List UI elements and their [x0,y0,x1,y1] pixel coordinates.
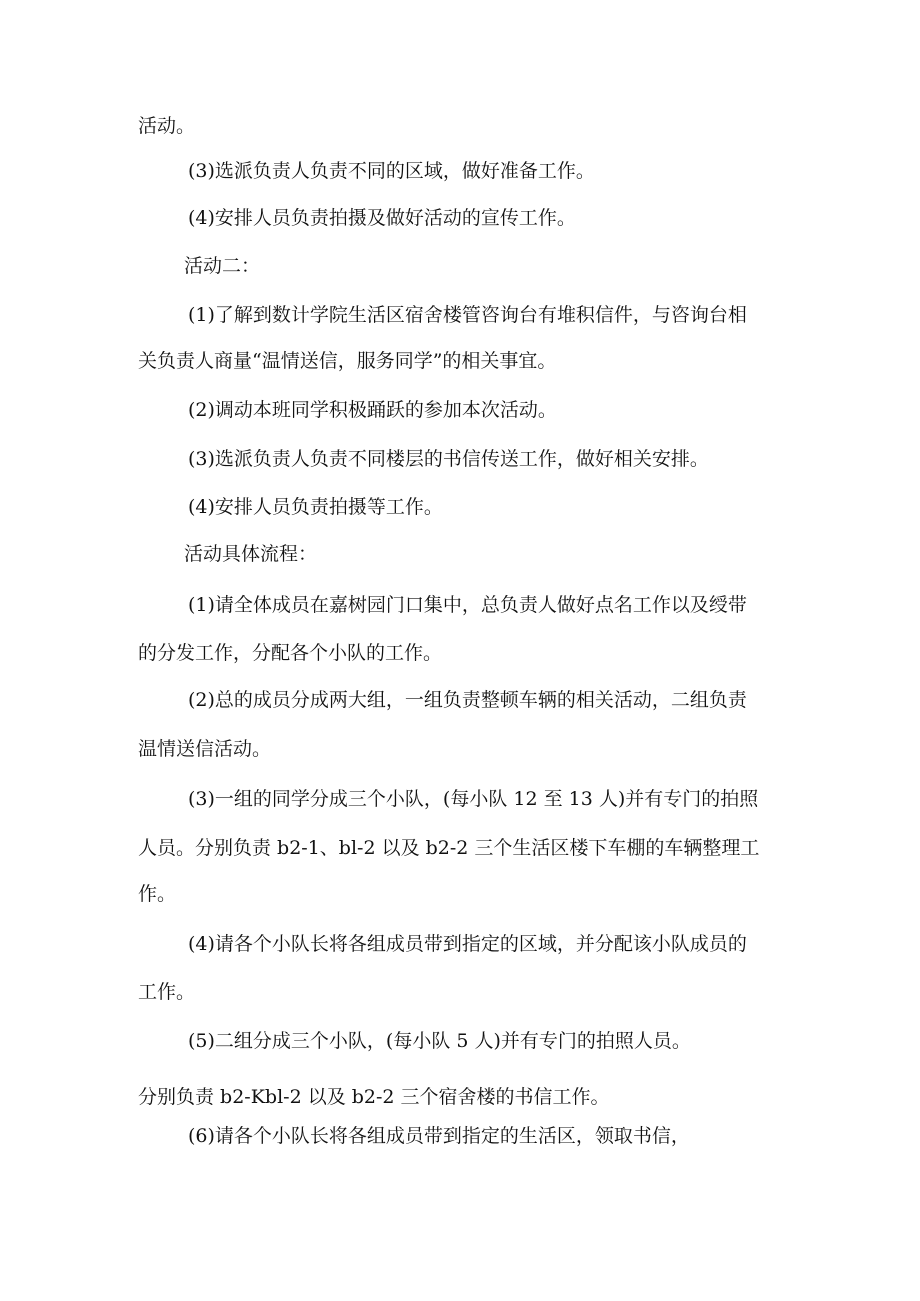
text-line: 作。 [138,883,177,905]
text-line: (3)一组的同学分成三个小队，(每小队 12 至 13 人)并有专门的拍照 [188,788,759,810]
text-line: (4)安排人员负责拍摄等工作。 [188,496,443,518]
text-line: 温情送信活动。 [138,738,272,760]
text-line: 活动。 [138,115,196,137]
text-line: (3)选派负责人负责不同楼层的书信传送工作，做好相关安排。 [188,448,709,470]
section-heading: 活动二： [184,255,261,277]
text-line: (1)请全体成员在嘉树园门口集中，总负责人做好点名工作以及绶带 [188,594,747,616]
text-line: (5)二组分成三个小队，(每小队 5 人)并有专门的拍照人员。 [188,1030,691,1052]
text-line: (4)请各个小队长将各组成员带到指定的区域，并分配该小队成员的 [188,933,747,955]
text-line: 关负责人商量“温情送信，服务同学”的相关事宜。 [138,350,557,372]
text-line: (3)选派负责人负责不同的区域，做好准备工作。 [188,160,595,182]
text-line: 的分发工作，分配各个小队的工作。 [138,642,443,664]
text-line: 工作。 [138,981,196,1003]
section-heading: 活动具体流程： [184,543,318,565]
text-line: (4)安排人员负责拍摄及做好活动的宣传工作。 [188,207,576,229]
text-line: 人员。分别负责 b2-1、bl-2 以及 b2-2 三个生活区楼下车棚的车辆整理工 [138,837,760,859]
text-line: 分别负责 b2-Kbl-2 以及 b2-2 三个宿舍楼的书信工作。 [138,1086,610,1108]
text-line: (6)请各个小队长将各组成员带到指定的生活区，领取书信， [188,1125,690,1147]
text-line: (1)了解到数计学院生活区宿舍楼管咨询台有堆积信件，与咨询台相 [188,304,747,326]
text-line: (2)总的成员分成两大组，一组负责整顿车辆的相关活动，二组负责 [188,689,747,711]
text-line: (2)调动本班同学积极踊跃的参加本次活动。 [188,399,557,421]
